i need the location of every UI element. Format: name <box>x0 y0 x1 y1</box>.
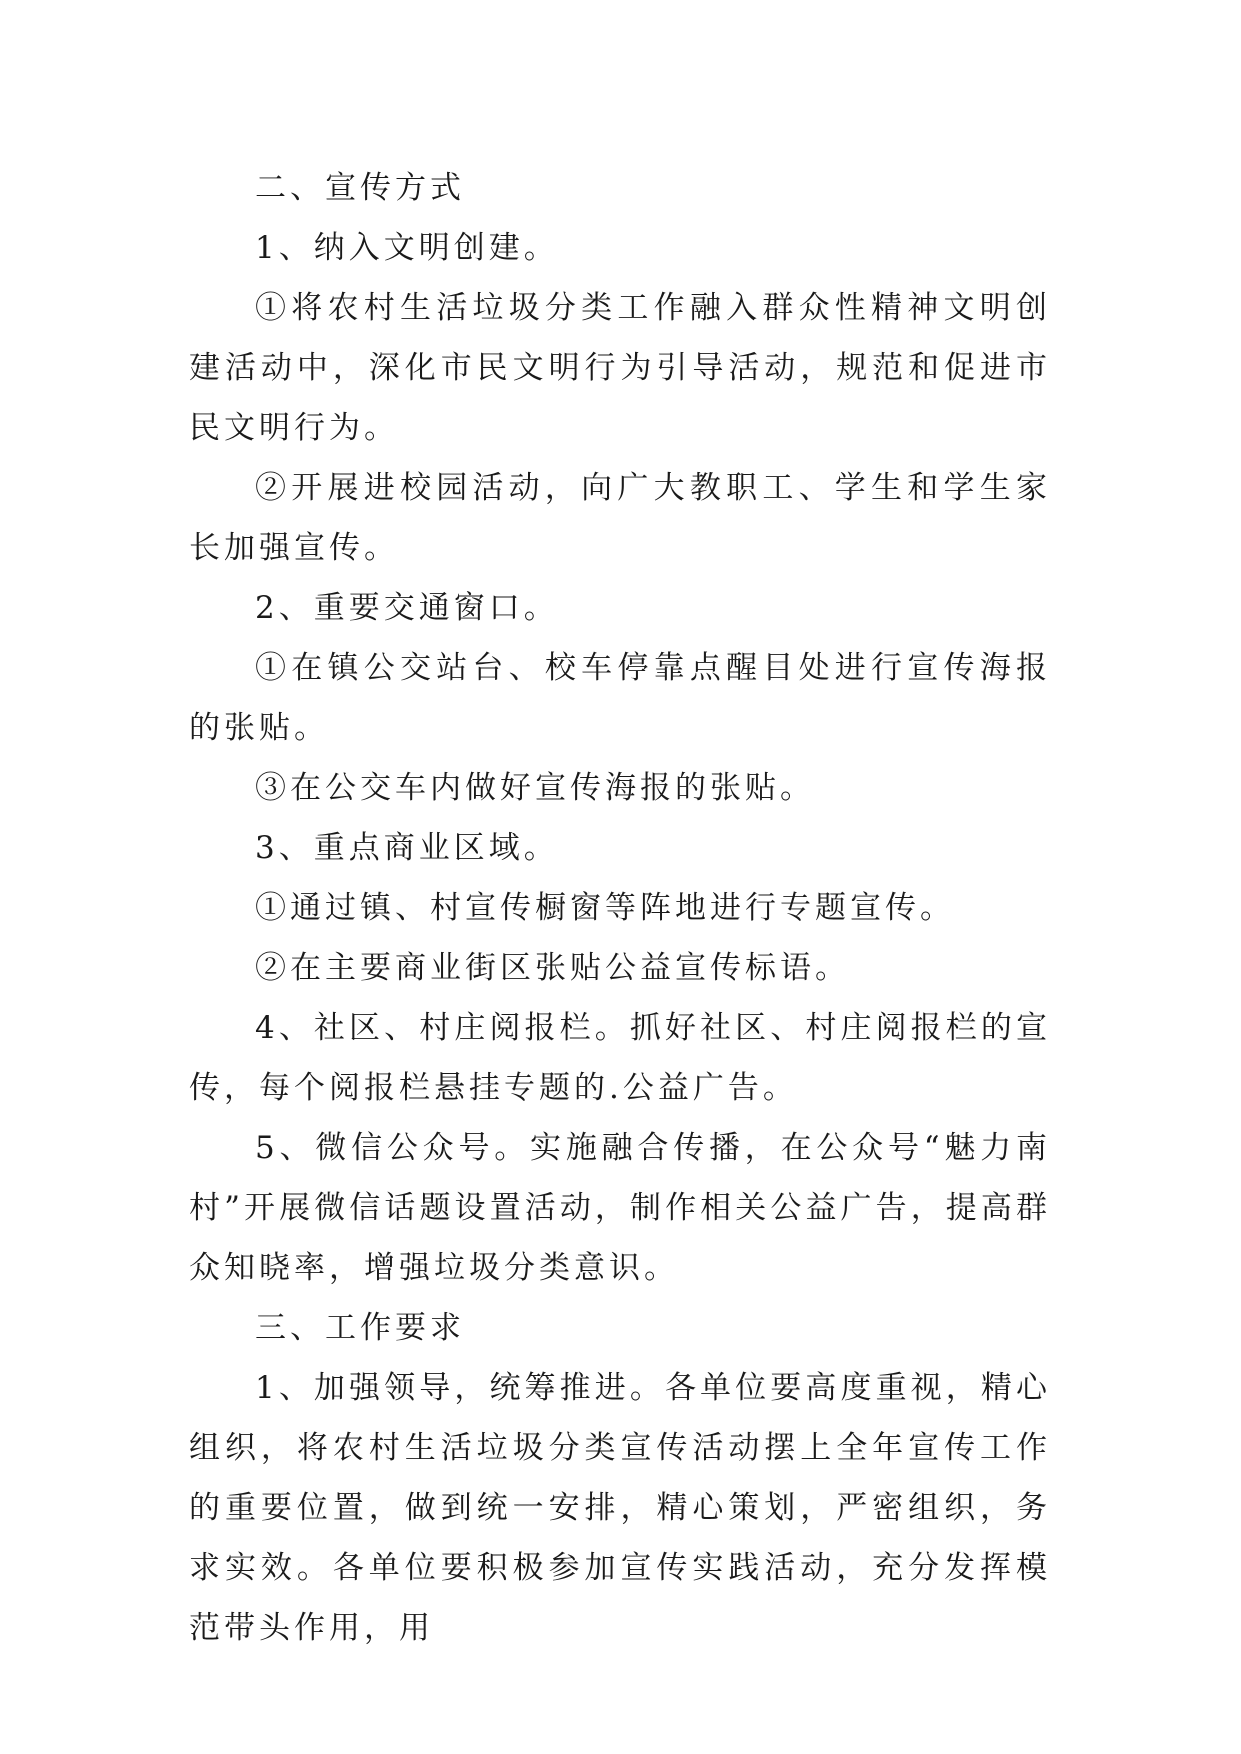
paragraph: 3、重点商业区域。 <box>255 830 559 866</box>
paragraph: 5、微信公众号。实施融合传播，在公众号“魅力南村”开展微信话题设置活动，制作相关公益广告，提高群众知晓率，增强垃圾分类意识。 <box>189 1130 1051 1286</box>
paragraph: 4、社区、村庄阅报栏。抓好社区、村庄阅报栏的宣传，每个阅报栏悬挂专题的.公益广告。 <box>189 1010 1051 1106</box>
paragraph: 2、重要交通窗口。 <box>255 590 559 626</box>
paragraph: ①通过镇、村宣传橱窗等阵地进行专题宣传。 <box>255 890 955 926</box>
paragraph: ③在公交车内做好宣传海报的张贴。 <box>255 770 815 806</box>
section-heading-publicity-methods: 二、宣传方式 <box>255 170 465 206</box>
paragraph: 1、纳入文明创建。 <box>255 230 559 266</box>
document-body <box>189 158 1051 1658</box>
section-heading-work-requirements: 三、工作要求 <box>255 1310 465 1346</box>
paragraph: ①在镇公交站台、校车停靠点醒目处进行宣传海报的张贴。 <box>189 650 1051 746</box>
paragraph: ②开展进校园活动，向广大教职工、学生和学生家长加强宣传。 <box>189 470 1051 566</box>
paragraph: ②在主要商业街区张贴公益宣传标语。 <box>255 950 850 986</box>
paragraph: 1、加强领导，统筹推进。各单位要高度重视，精心组织，将农村生活垃圾分类宣传活动摆上全年宣传工作的重要位置，做到统一安排，精心策划，严密组织，务求实效。各单位要积极参加宣传实践活动，充分发挥模范带头作用，用 <box>189 1370 1051 1646</box>
paragraph: ①将农村生活垃圾分类工作融入群众性精神文明创建活动中，深化市民文明行为引导活动，规范和促进市民文明行为。 <box>189 290 1051 446</box>
